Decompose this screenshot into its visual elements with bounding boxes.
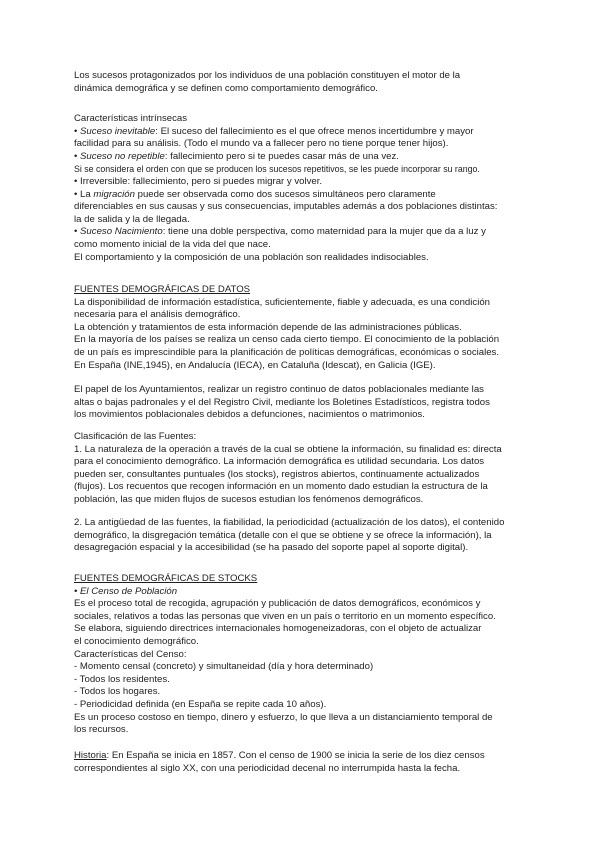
text-line: La obtención y tratamientos de esta información depende de las administraciones públicas.	[74, 321, 462, 333]
section-subheading: Características intrínsecas	[74, 113, 188, 124]
item-text: puede ser observada como dos sucesos simultáneos pero claramente	[134, 188, 436, 200]
text-line: la de salida y la de llegada.	[74, 213, 190, 225]
text-line: necesaria para el análisis demográfico.	[74, 309, 241, 321]
item-prefix: • La	[74, 188, 94, 200]
text-line: para el conocimiento demográfico. La información demográfica es utilidad secundaria. Los datos	[74, 456, 485, 468]
text-line: La disponibilidad de información estadística, suficientemente, fiable y adecuada, es una condición	[74, 296, 490, 308]
text-line: facilidad para su análisis. (Todo el mundo va a fallecer pero no tiene porque tener hijos).	[74, 138, 449, 150]
list-item-irreversible: • Irreversible: fallecimiento, pero si puedes migrar y volver.	[74, 175, 323, 187]
text-line: El papel de los Ayuntamientos, realizar un registro continuo de datos poblacionales mediante las	[74, 384, 484, 395]
text-line: 2. La antigüedad de las fuentes, la fiabilidad, la periodicidad (actualización de los datos), el contenido	[74, 517, 505, 528]
list-item-inevitable: • Suceso inevitable: El suceso del fallecimiento es el que ofrece menos incertidumbre y mayor	[74, 125, 474, 137]
censo-subheading: • El Censo de Población	[74, 585, 178, 597]
list-item-no-repetible: • Suceso no repetible: fallecimiento pero si te puedes casar más de una vez.	[74, 150, 399, 162]
text-line: dinámica demográfica y se definen como comportamiento demográfico.	[74, 82, 378, 94]
text-line: de un país es imprescindible para la planificación de políticas demográficas, económicas o sociales.	[74, 346, 500, 358]
text-line: En la mayoría de los países se realiza un censo cada cierto tiempo. El conocimiento de la población	[74, 334, 500, 346]
text-line: correspondientes al siglo XX, con una periodicidad decenal no interrumpida hasta la fecha.	[74, 762, 461, 774]
text-line: Es el proceso total de recogida, agrupación y publicación de datos demográficos, económicos y	[74, 598, 481, 610]
text-line: Los sucesos protagonizados por los individuos de una población constituyen el motor de la	[74, 70, 461, 81]
ayuntamientos-paragraph	[74, 384, 532, 422]
text-line: como momento inicial de la vida del que nace.	[74, 238, 271, 250]
item-label: Suceso inevitable	[80, 125, 156, 137]
list-item: - Periodicidad definida (en España se repite cada 10 años).	[74, 698, 327, 710]
text-line: altas o bajas padronales y el del Registro Civil, mediante los Boletines Estadísticos, registra todos	[74, 396, 490, 408]
text-line: pueden ser, consultantes puntuales (los stocks), registros abiertos, continuamente actualizados	[74, 468, 480, 480]
list-item: - Todos los hogares.	[74, 686, 161, 698]
text-line: diferenciables en sus causas y sus consecuencias, imputables además a dos poblaciones distintas:	[74, 201, 498, 213]
item-label: Suceso Nacimiento	[80, 226, 163, 238]
list-item-nacimiento: • Suceso Nacimiento: tiene una doble perspectiva, como maternidad para la mujer que da a luz y	[74, 226, 486, 238]
intro-paragraph	[74, 70, 532, 95]
section-heading: FUENTES DEMOGRÁFICAS DE STOCKS	[74, 573, 258, 584]
clasificacion-block	[74, 431, 532, 507]
list-item: - Todos los residentes.	[74, 673, 170, 685]
list-item: - Momento censal (concreto) y simultaneidad (día y hora determinado)	[74, 661, 374, 673]
text-line: el conocimiento demográfico.	[74, 635, 199, 647]
item-text: : tiene una doble perspectiva, como maternidad para la mujer que da a luz y	[162, 226, 486, 238]
historia-text: : En España se inicia en 1857. Con el censo de 1900 se inicia la serie de los diez censos	[106, 750, 485, 761]
text-line: sociales, relativos a todas las personas que viven en un país o territorio en un momento específico.	[74, 610, 496, 622]
text-line: los recursos.	[74, 724, 129, 736]
item-label: migración	[93, 188, 135, 200]
list-item-migracion	[74, 189, 532, 202]
text-line: población, las que miden flujos de sucesos estudian los fenómenos demográficos.	[74, 493, 424, 505]
historia-paragraph	[74, 750, 532, 775]
section-subheading: Clasificación de las Fuentes:	[74, 431, 197, 442]
caracteristicas-section	[74, 113, 532, 264]
text-line: Se elabora, siguiendo directrices internacionales homogeneizadoras, con el objeto de actualizar	[74, 623, 482, 635]
historia-line	[74, 750, 532, 763]
text-line: demográfico, la disgregación temática (detalle con el que se obtiene y se ofrece la información), la	[74, 529, 492, 541]
text-line: 1. La naturaleza de la operación a través de la cual se obtiene la información, su finalidad es: directa	[74, 443, 502, 455]
antiguedad-paragraph	[74, 517, 532, 555]
text-line: En España (INE,1945), en Andalucía (IECA), en Cataluña (Idescat), en Galicia (IGE).	[74, 359, 436, 371]
item-text: : fallecimiento pero si te puedes casar más de una vez.	[164, 150, 399, 162]
item-label: Suceso no repetible	[80, 150, 165, 162]
text-line: (flujos). Los recuentos que recogen información en un momento dado estudian la estructura de la	[74, 481, 488, 493]
text-line: los movimientos poblacionales debidos a defunciones, nacimientos o matrimonios.	[74, 409, 425, 421]
text-line: El comportamiento y la composición de una población son realidades indisociables.	[74, 251, 429, 263]
text-line: Características del Censo:	[74, 648, 187, 660]
text-line: Es un proceso costoso en tiempo, dinero y esfuerzo, lo que lleva a un distanciamiento temporal de	[74, 711, 493, 723]
text-line: Si se considera el orden con que se producen los sucesos repetitivos, se les puede incorporar su rango.	[74, 164, 480, 175]
fuentes-datos-section	[74, 284, 532, 372]
section-heading: FUENTES DEMOGRÁFICAS DE DATOS	[74, 284, 251, 295]
text-line: desagregación espacial y la accesibilidad (se ha pasado del soporte papel al soporte digital).	[74, 542, 469, 554]
fuentes-stocks-section	[74, 573, 532, 737]
historia-label: Historia	[74, 750, 107, 761]
item-text: : El suceso del fallecimiento es el que ofrece menos incertidumbre y mayor	[155, 125, 474, 137]
